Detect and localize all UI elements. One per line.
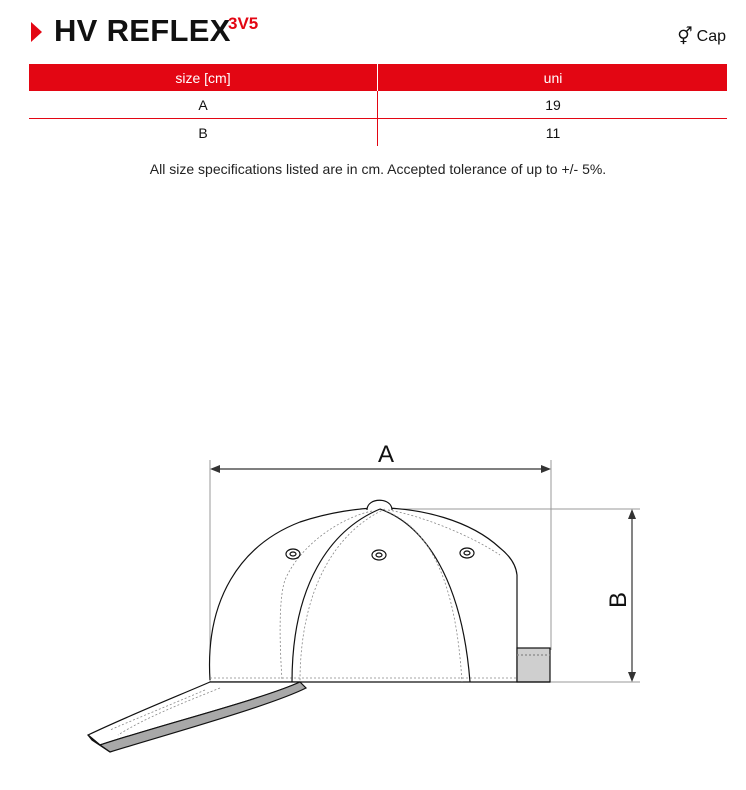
arrowhead-right bbox=[541, 465, 551, 473]
category-text: Cap bbox=[696, 28, 726, 45]
arrowhead-bottom bbox=[628, 672, 636, 682]
label-b: B bbox=[605, 591, 632, 609]
cap-drawing bbox=[88, 500, 550, 752]
tolerance-note: All size specifications listed are in cm. Accepted tolerance of up to +/- 5%. bbox=[149, 161, 607, 177]
eyelet bbox=[372, 550, 386, 560]
product-code: 3V5 bbox=[228, 14, 259, 33]
arrowhead-top bbox=[628, 509, 636, 519]
back-strap bbox=[517, 648, 550, 682]
top-button bbox=[367, 500, 392, 510]
eyelet bbox=[460, 548, 474, 558]
arrowhead-left bbox=[210, 465, 220, 473]
label-a: A bbox=[377, 441, 395, 468]
row-value: 11 bbox=[545, 124, 561, 141]
visor bbox=[88, 682, 300, 745]
unisex-icon: ⚥ bbox=[677, 27, 693, 46]
eyelet bbox=[286, 549, 300, 559]
product-title: HV REFLEX bbox=[54, 13, 231, 48]
row-label: B bbox=[29, 119, 378, 146]
column-header-uni: uni bbox=[543, 69, 563, 86]
row-value: 19 bbox=[545, 96, 561, 113]
crown-outline bbox=[210, 508, 517, 682]
row-label: A bbox=[29, 91, 378, 118]
column-header-size: size [cm] bbox=[29, 64, 378, 91]
